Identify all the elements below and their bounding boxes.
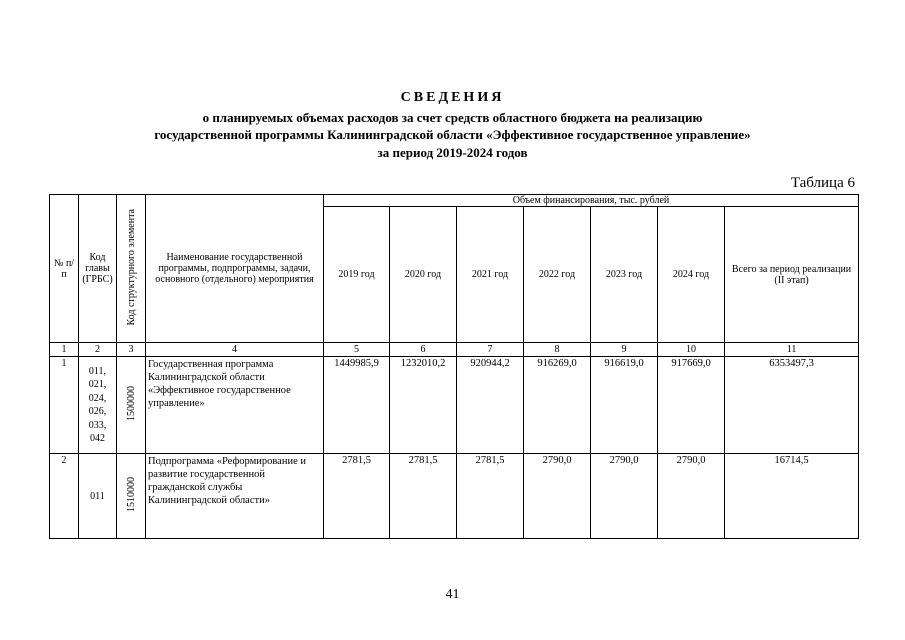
col-number: 11: [725, 343, 859, 357]
header-code-glavy: Код главы (ГРБС): [79, 195, 117, 343]
row-total: 6353497,3: [725, 357, 859, 454]
header-code-struct: [117, 195, 146, 343]
row-value-2019: 1449985,9: [324, 357, 390, 454]
table-row: [50, 357, 859, 454]
col-number: 7: [457, 343, 524, 357]
col-number: 4: [146, 343, 324, 357]
header-year-2022: 2022 год: [524, 207, 591, 343]
row-value-2024: 2790,0: [658, 454, 725, 539]
row-value-2020: 1232010,2: [390, 357, 457, 454]
table-header-row-1: [50, 195, 859, 207]
col-number: 9: [591, 343, 658, 357]
row-name: Подпрограмма «Реформирование и развитие государственной гражданской службы Калининградской области»: [146, 454, 324, 539]
col-number: 6: [390, 343, 457, 357]
row-name: Государственная программа Калининградской области «Эффективное государственное управление»: [146, 357, 324, 454]
row-value-2021: 920944,2: [457, 357, 524, 454]
row-code-struct: [117, 454, 146, 539]
row-value-2021: 2781,5: [457, 454, 524, 539]
document-subtitle-line1: о планируемых объемах расходов за счет средств областного бюджета на реализацию: [202, 110, 703, 125]
row-value-2019: 2781,5: [324, 454, 390, 539]
row-value-2023: 916619,0: [591, 357, 658, 454]
row-num: 2: [50, 454, 79, 539]
row-code-struct-text: 1510000: [125, 477, 137, 512]
table-row: [50, 454, 859, 539]
row-value-2022: 916269,0: [524, 357, 591, 454]
col-number: 2: [79, 343, 117, 357]
col-number: 5: [324, 343, 390, 357]
col-number: 1: [50, 343, 79, 357]
header-name: Наименование государственной программы, подпрограммы, задачи, основного (отдельного) мероприятия: [146, 195, 324, 343]
col-number: 10: [658, 343, 725, 357]
header-total: Всего за период реализации (II этап): [725, 207, 859, 343]
header-year-2020: 2020 год: [390, 207, 457, 343]
header-funding: Объем финансирования, тыс. рублей: [324, 195, 859, 207]
header-year-2024: 2024 год: [658, 207, 725, 343]
document-subtitle-line2: государственной программы Калининградской области «Эффективное государственное управление»: [154, 127, 751, 142]
table-label: Таблица 6: [790, 175, 855, 191]
col-number: 3: [117, 343, 146, 357]
row-num: 1: [50, 357, 79, 454]
col-number: 8: [524, 343, 591, 357]
header-year-2021: 2021 год: [457, 207, 524, 343]
row-code-struct-text: 1500000: [125, 386, 137, 421]
document-title: СВЕДЕНИЯ: [400, 90, 505, 105]
column-number-row: [50, 343, 859, 357]
header-year-2019: 2019 год: [324, 207, 390, 343]
header-year-2023: 2023 год: [591, 207, 658, 343]
row-value-2020: 2781,5: [390, 454, 457, 539]
row-value-2023: 2790,0: [591, 454, 658, 539]
row-total: 16714,5: [725, 454, 859, 539]
funding-table: [49, 194, 859, 539]
row-code-glavy: 011: [79, 454, 117, 539]
header-code-struct-text: Код структурного элемента: [125, 208, 137, 326]
document-subtitle-line3: за период 2019-2024 годов: [377, 145, 528, 160]
row-code-struct: [117, 357, 146, 454]
page-number: 41: [445, 587, 460, 602]
header-num: № п/п: [50, 195, 79, 343]
row-value-2024: 917669,0: [658, 357, 725, 454]
row-value-2022: 2790,0: [524, 454, 591, 539]
row-code-glavy: 011, 021, 024, 026, 033, 042: [79, 357, 117, 454]
